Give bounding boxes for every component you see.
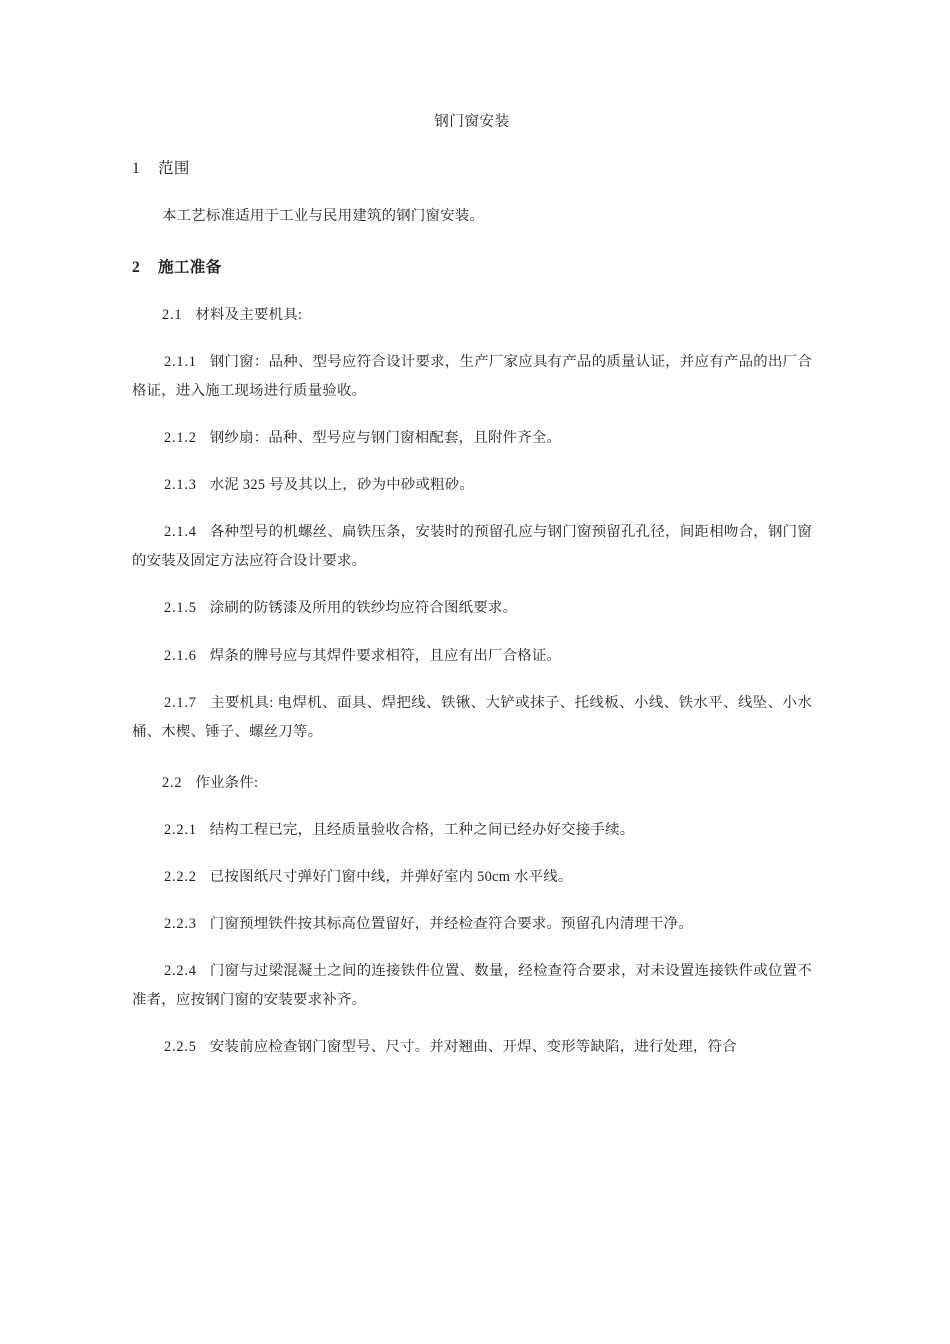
section-1-body: 本工艺标准适用于工业与民用建筑的钢门窗安装。	[162, 207, 485, 224]
clause-2-1-7-text: 主要机具: 电焊机、面具、焊把线、铁锹、大铲或抹子、托线板、小线、铁水平、线坠、小水桶、木楔、锤子、螺丝刀等。	[132, 694, 812, 740]
clause-2-2-2-number: 2.2.2	[164, 868, 197, 885]
section-heading-1	[132, 158, 812, 180]
section-number-1: 1	[132, 160, 141, 178]
clause-2-2-5	[132, 1033, 812, 1062]
clause-2-1-3-text: 水泥 325 号及其以上，砂为中砂或粗砂。	[209, 477, 475, 494]
page-title: 钢门窗安装	[434, 114, 510, 130]
clause-2-1-4-text: 各种型号的机螺丝、扁铁压条，安装时的预留孔应与钢门窗预留孔孔径，间距相吻合，钢门窗的安装及固定方法应符合设计要求。	[132, 524, 812, 570]
clause-2-1-4	[132, 518, 812, 576]
subsection-2-2-number: 2.2	[162, 774, 183, 791]
subsection-2-2	[132, 769, 812, 798]
clause-2-1-7	[132, 689, 812, 747]
subsection-2-1-heading: 材料及主要机具:	[195, 306, 303, 323]
clause-2-1-2	[132, 424, 812, 453]
clause-2-1-3	[132, 471, 812, 500]
subsection-2-2-heading: 作业条件:	[195, 774, 259, 791]
section-heading-2	[132, 257, 812, 279]
clause-2-2-3-text: 门窗预埋铁件按其标高位置留好，并经检查符合要求。预留孔内清理干净。	[209, 916, 693, 933]
clause-2-2-4-text: 门窗与过梁混凝土之间的连接铁件位置、数量，经检查符合要求，对未设置连接铁件或位置不准者，应按钢门窗的安装要求补齐。	[132, 963, 812, 1009]
section-title-2: 施工准备	[158, 259, 222, 277]
clause-2-1-5	[132, 594, 812, 623]
clause-2-2-3-number: 2.2.3	[164, 916, 197, 933]
clause-2-2-5-text: 安装前应检查钢门窗型号、尺寸。并对翘曲、开焊、变形等缺陷，进行处理，符合	[209, 1039, 737, 1056]
clause-2-1-7-number: 2.1.7	[164, 694, 197, 711]
clause-2-2-2-text: 已按图纸尺寸弹好门窗中线，并弹好室内 50cm 水平线。	[209, 868, 573, 885]
clause-2-1-5-text: 涂刷的防锈漆及所用的铁纱均应符合图纸要求。	[209, 600, 518, 617]
clause-2-1-6-text: 焊条的牌号应与其焊件要求相符，且应有出厂合格证。	[209, 647, 562, 664]
clause-2-2-1	[132, 816, 812, 845]
subsection-2-1-number: 2.1	[162, 306, 183, 323]
clause-2-2-4-number: 2.2.4	[164, 963, 197, 980]
clause-2-2-2	[132, 863, 812, 892]
clause-2-2-4	[132, 957, 812, 1015]
clause-2-1-1-number: 2.1.1	[164, 353, 197, 370]
clause-2-1-1-text: 钢门窗：品种、型号应符合设计要求，生产厂家应具有产品的质量认证，并应有产品的出厂合格证，进入施工现场进行质量验收。	[132, 353, 812, 399]
clause-2-1-1	[132, 348, 812, 406]
clause-2-1-6	[132, 642, 812, 671]
clause-2-1-3-number: 2.1.3	[164, 477, 197, 494]
clause-2-1-2-text: 钢纱扇：品种、型号应与钢门窗相配套，且附件齐全。	[209, 430, 562, 447]
document-body	[132, 0, 812, 1062]
clause-2-2-3	[132, 910, 812, 939]
clause-2-1-4-number: 2.1.4	[164, 524, 197, 541]
clause-2-2-1-number: 2.2.1	[164, 821, 197, 838]
clause-2-2-5-number: 2.2.5	[164, 1039, 197, 1056]
clause-2-2-1-text: 结构工程已完，且经质量验收合格，工种之间已经办好交接手续。	[209, 821, 635, 838]
clause-2-1-2-number: 2.1.2	[164, 430, 197, 447]
clause-2-1-6-number: 2.1.6	[164, 647, 197, 664]
section-number-2: 2	[132, 259, 141, 277]
subsection-2-1	[132, 301, 812, 330]
clause-2-1-5-number: 2.1.5	[164, 600, 197, 617]
section-title-1: 范围	[158, 160, 190, 178]
